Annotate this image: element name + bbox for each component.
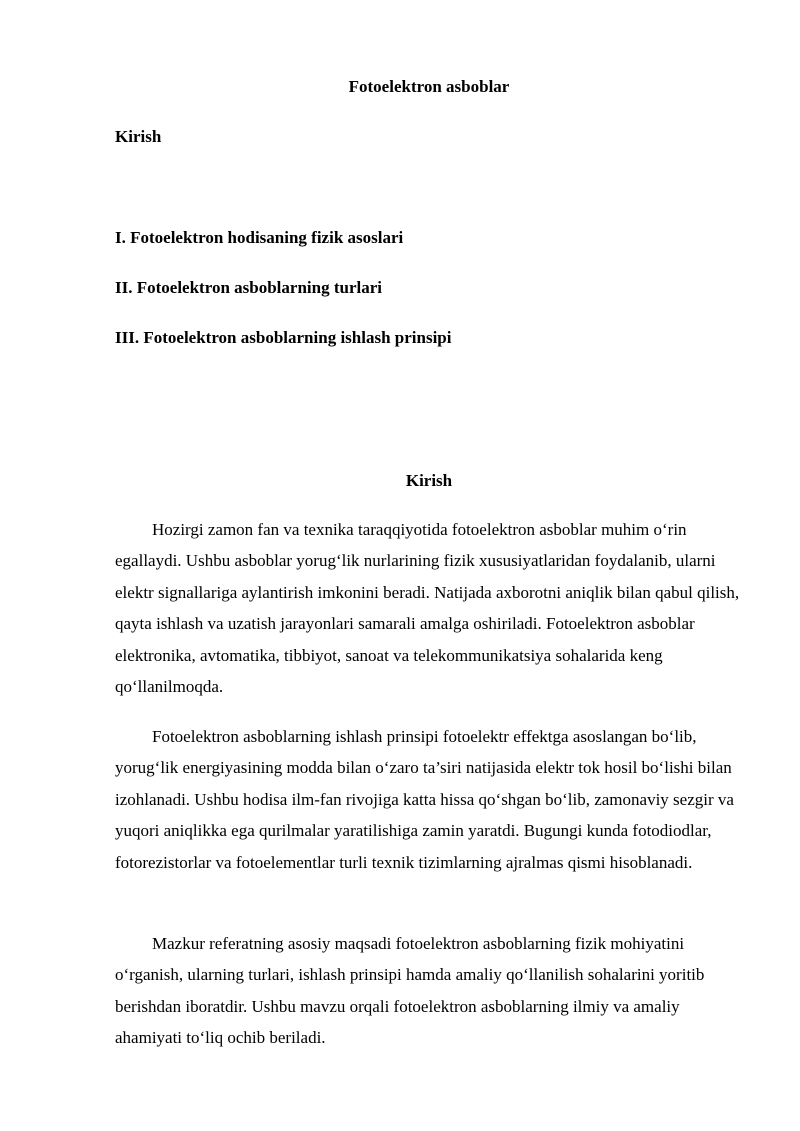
paragraph-1: Hozirgi zamon fan va texnika taraqqiyotida fotoelektron asboblar muhim o‘rin egallaydi. Ushbu asboblar yorug‘lik nurlarining fizik xususiyatlaridan foydalanib, ularni elektr signallariga aylantirish imkonini beradi. Natijada axborotni aniqlik bilan qabul qilish, qayta ishlash va uzatish jarayonlari samarali amalga oshiriladi. Fotoelektron asboblar elektronika, avtomatika, tibbiyot, sanoat va telekommunikatsiya sohalarida keng qo‘llanilmoqda. (115, 520, 740, 697)
toc-item-3: III. Fotoelektron asboblarning ishlash prinsipi (115, 328, 452, 347)
section-heading-kirish: Kirish (405, 471, 453, 490)
document-title: Fotoelektron asboblar (348, 77, 510, 96)
toc-item-2: II. Fotoelektron asboblarning turlari (115, 278, 382, 297)
paragraph-2: Fotoelektron asboblarning ishlash prinsipi fotoelektr effektga asoslangan bo‘lib, yorug‘lik energiyasining modda bilan o‘zaro ta’siri natijasida elektr tok hosil bo‘lishi bilan izohlanadi. Ushbu hodisa ilm-fan rivojiga katta hissa qo‘shgan bo‘lib, zamonaviy sezgir va yuqori aniqlikka ega qurilmalar yaratilishiga zamin yaratdi. Bugungi kunda fotodiodlar, fotorezistorlar va fotoelementlar turli texnik tizimlarning ajralmas qismi hisoblanadi. (115, 727, 734, 872)
toc-intro: Kirish (115, 127, 162, 146)
toc-item-1: I. Fotoelektron hodisaning fizik asoslari (115, 228, 404, 247)
paragraph-3: Mazkur referatning asosiy maqsadi fotoelektron asboblarning fizik mohiyatini o‘rganish, ularning turlari, ishlash prinsipi hamda amaliy qo‘llanilish sohalarini yoritib berishdan iboratdir. Ushbu mavzu orqali fotoelektron asboblarning ilmiy va amaliy ahamiyati to‘liq ochib beriladi. (115, 934, 705, 1048)
